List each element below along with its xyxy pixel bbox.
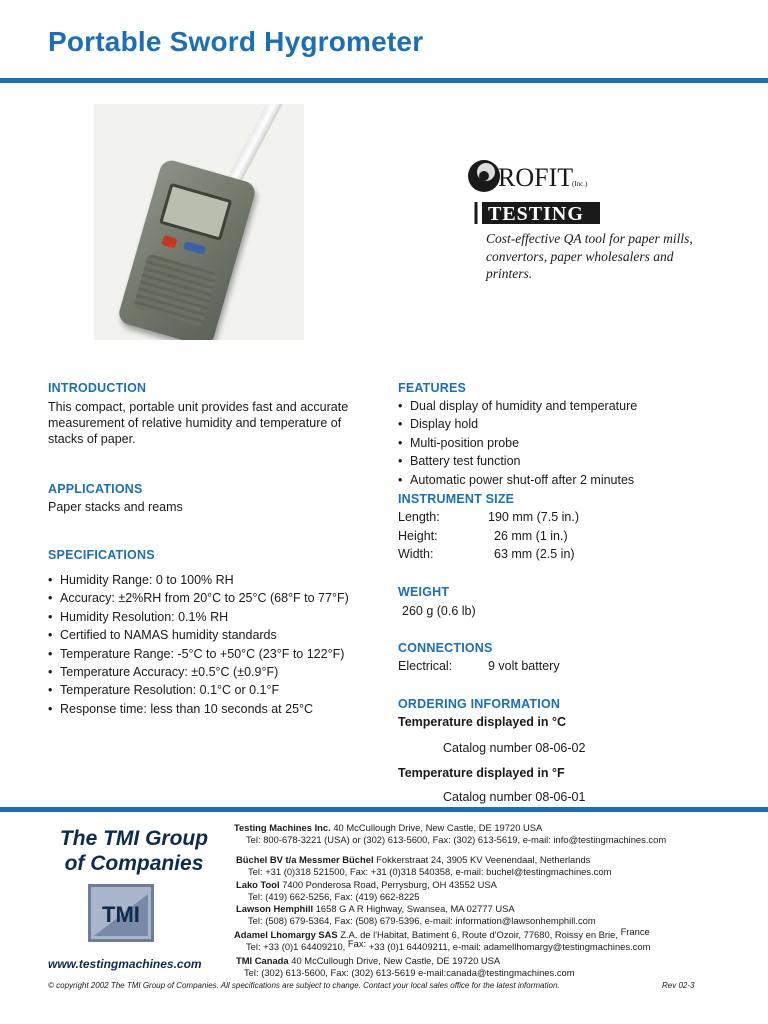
tmi-title-line1: The TMI Group <box>59 827 209 850</box>
logo-small: (Inc.) <box>572 180 588 188</box>
ordering-heading: ORDERING INFORMATION <box>398 697 561 711</box>
company-address: Z.A. de l'Habitat, Batiment 6, Route d'Ozoir, 77680, Roissy en Brie, <box>340 929 618 940</box>
connections-row <box>398 657 560 676</box>
size-label: Length: <box>398 510 440 524</box>
proficient-testing-logo <box>464 150 606 230</box>
copyright-notice: © copyright 2002 The TMI Group of Companies. All specifications are subject to change. Contact your local sales office for the latest information. <box>48 981 560 990</box>
company-address: 40 McCullough Drive, New Castle, DE 19720 USA <box>291 955 501 966</box>
feature-item: • Multi-position probe <box>398 434 637 452</box>
company-contact: Tel: 800-678-3221 (USA) or (302) 613-5600, Fax: (302) 613-5619, e-mail: info@testingmachines.com <box>246 833 667 845</box>
company-contact: +33 (0)1 64409211, e-mail: adamellhomargy@testingmachines.com <box>368 940 651 952</box>
size-label: Height: <box>398 528 438 543</box>
tagline: Cost-effective QA tool for paper mills, convertors, paper wholesalers and printers. <box>486 231 693 281</box>
spec-item: • Humidity Resolution: 0.1% RH <box>48 608 349 626</box>
device-blue-button <box>183 241 206 255</box>
company-country: France <box>620 926 650 937</box>
tmi-title-line2: of Companies <box>64 852 204 875</box>
feature-item: • Battery test function <box>398 452 637 470</box>
page-title: Portable Sword Hygrometer <box>48 26 424 57</box>
weight-heading: WEIGHT <box>398 585 450 599</box>
revision-label: Rev 02-3 <box>662 981 695 990</box>
company-contact: Tel: (508) 679-5364, Fax: (508) 679-5396, e-mail: information@lawsonhemphill.com <box>248 914 596 926</box>
spec-item: • Response time: less than 10 seconds at 25°C <box>48 700 349 718</box>
logo-word-bottom: TESTING <box>488 203 584 225</box>
company-adamel-lhomargy <box>234 926 651 952</box>
spec-item: • Certified to NAMAS humidity standards <box>48 626 349 644</box>
ordering-fahrenheit-catalog: Catalog number 08-06-01 <box>443 790 586 804</box>
specifications-heading: SPECIFICATIONS <box>48 548 155 562</box>
size-value: 190 mm (7.5 in.) <box>488 510 580 524</box>
company-name: Adamel Lhomargy SAS <box>234 929 338 940</box>
connections-label: Electrical: <box>398 659 453 673</box>
company-contact: Tel: +31 (0)318 521500, Fax: +31 (0)318 540358, e-mail: buchel@testingmachines.com <box>248 865 612 877</box>
footer-divider <box>0 807 768 812</box>
ordering-celsius-title: Temperature displayed in °C <box>398 715 567 729</box>
company-address: 7400 Ponderosa Road, Perrysburg, OH 43552 USA <box>282 879 497 890</box>
company-lawson-hemphill <box>236 903 596 926</box>
connections-table <box>398 657 560 676</box>
logo-word-top: ROFIT <box>498 163 574 192</box>
company-testing-machines <box>234 822 666 845</box>
company-contact: Tel: (302) 613-5600, Fax: (302) 613-5619 e-mail:canada@testingmachines.com <box>244 966 575 978</box>
company-tmi-canada <box>236 955 575 978</box>
device-grip <box>133 253 218 327</box>
device-red-button <box>161 235 177 248</box>
ordering-celsius-catalog: Catalog number 08-06-02 <box>443 741 586 755</box>
company-address: 1658 G A R Highway, Swansea, MA 02777 USA <box>315 903 515 914</box>
company-address: Fokkerstraat 24, 3905 KV Veenendaal, <box>376 854 538 865</box>
size-row-height <box>398 527 579 546</box>
company-contact: Tel: +33 (0)1 64409210, <box>246 940 346 952</box>
tmi-group-title <box>52 826 216 876</box>
connections-value: 9 volt battery <box>488 659 560 673</box>
size-label: Width: <box>398 547 434 562</box>
company-name: Büchel BV t/a Messmer Büchel <box>236 854 374 865</box>
tmi-logo-text: TMI <box>102 902 140 927</box>
applications-heading: APPLICATIONS <box>48 482 143 496</box>
header-divider <box>0 78 768 83</box>
device-display <box>159 183 232 241</box>
company-address: 40 McCullough Drive, New Castle, DE 19720 USA <box>333 822 543 833</box>
size-row-length <box>398 508 579 527</box>
size-row-width <box>398 545 579 564</box>
company-country: Netherlands <box>539 854 591 865</box>
spec-item: • Temperature Accuracy: ±0.5°C (±0.9°F) <box>48 663 349 681</box>
size-value: 63 mm (2.5 in) <box>494 547 575 562</box>
feature-item: • Automatic power shut-off after 2 minutes <box>398 471 637 489</box>
connections-heading: CONNECTIONS <box>398 641 493 655</box>
spec-item: • Temperature Resolution: 0.1°C or 0.1°F <box>48 681 349 699</box>
instrument-size-table <box>398 508 579 564</box>
company-lako-tool <box>236 879 497 902</box>
features-heading: FEATURES <box>398 381 467 395</box>
company-fax-label: Fax: <box>347 937 367 949</box>
applications-text: Paper stacks and reams <box>48 500 183 514</box>
product-photo <box>94 104 304 340</box>
features-list <box>398 397 637 489</box>
spec-item: • Humidity Range: 0 to 100% RH <box>48 571 349 589</box>
introduction-text: This compact, portable unit provides fast and accurate measurement of relative humidity and temperature of stacks of paper. <box>48 400 349 446</box>
company-name: TMI Canada <box>236 955 289 966</box>
introduction-heading: INTRODUCTION <box>48 381 147 395</box>
company-contact: Tel: (419) 662-5256, Fax: (419) 662-8225 <box>248 890 420 902</box>
feature-item: • Dual display of humidity and temperature <box>398 397 637 415</box>
hygrometer-device <box>116 158 257 340</box>
ordering-fahrenheit-title: Temperature displayed in °F <box>398 766 565 780</box>
spec-item: • Temperature Range: -5°C to +50°C (23°F to 122°F) <box>48 645 349 663</box>
company-name: Testing Machines Inc. <box>234 822 331 833</box>
tmi-logo <box>88 884 154 942</box>
website-link[interactable]: www.testingmachines.com <box>48 957 202 971</box>
specifications-list <box>48 571 349 718</box>
instrument-size-heading: INSTRUMENT SIZE <box>398 492 515 506</box>
weight-text: 260 g (0.6 lb) <box>402 604 476 618</box>
company-buchel <box>236 854 611 877</box>
spec-item: • Accuracy: ±2%RH from 20°C to 25°C (68°F to 77°F) <box>48 589 349 607</box>
company-name: Lako Tool <box>236 879 280 890</box>
company-name: Lawson Hemphill <box>236 903 314 914</box>
size-value: 26 mm (1 in.) <box>494 528 568 543</box>
feature-item: • Display hold <box>398 415 637 433</box>
